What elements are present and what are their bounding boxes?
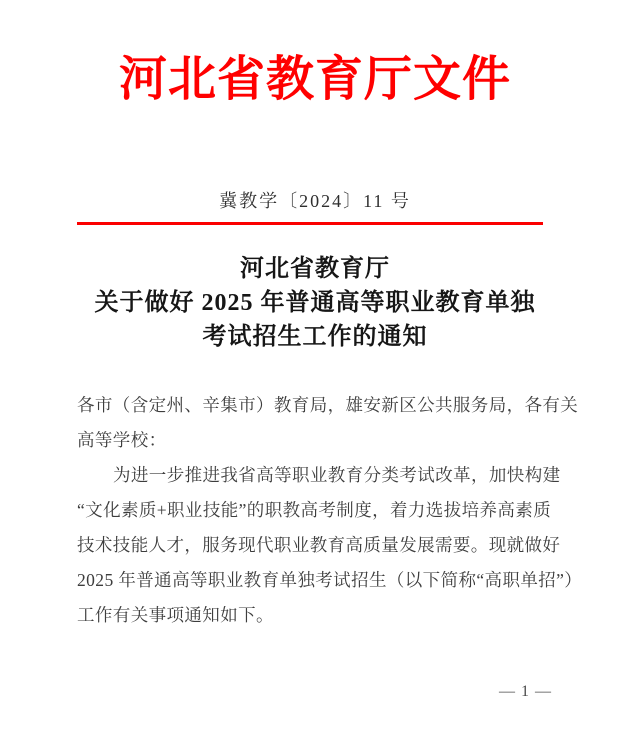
salutation-line-2: 高等学校： xyxy=(77,430,167,450)
document-title-line-1: 河北省教育厅 xyxy=(240,256,390,282)
salutation-line-1: 各市（含定州、辛集市）教育局，雄安新区公共服务局，各有关 xyxy=(77,395,579,415)
document-title xyxy=(0,252,630,354)
document-number: 冀教学〔2024〕11 号 xyxy=(219,191,411,211)
document-body xyxy=(77,388,583,633)
paragraph-line-4: 2025 年普通高等职业教育单独考试招生（以下简称“高职单招”） xyxy=(77,570,583,590)
paragraph-line-1: 为进一步推进我省高等职业教育分类考试改革，加快构建 xyxy=(113,465,561,485)
page-number: — 1 — xyxy=(499,683,552,700)
paragraph-line-2: “文化素质+职业技能”的职教高考制度，着力选拔培养高素质 xyxy=(77,500,552,520)
document-header-org-title: 河北省教育厅文件 xyxy=(118,53,511,106)
paragraph-line-5: 工作有关事项通知如下。 xyxy=(77,605,274,625)
paragraph-line-3: 技术技能人才，服务现代职业教育高质量发展需要。现就做好 xyxy=(77,535,561,555)
document-title-line-3: 考试招生工作的通知 xyxy=(202,324,428,350)
red-separator-rule xyxy=(77,222,543,225)
document-title-line-2: 关于做好 2025 年普通高等职业教育单独 xyxy=(94,290,536,316)
